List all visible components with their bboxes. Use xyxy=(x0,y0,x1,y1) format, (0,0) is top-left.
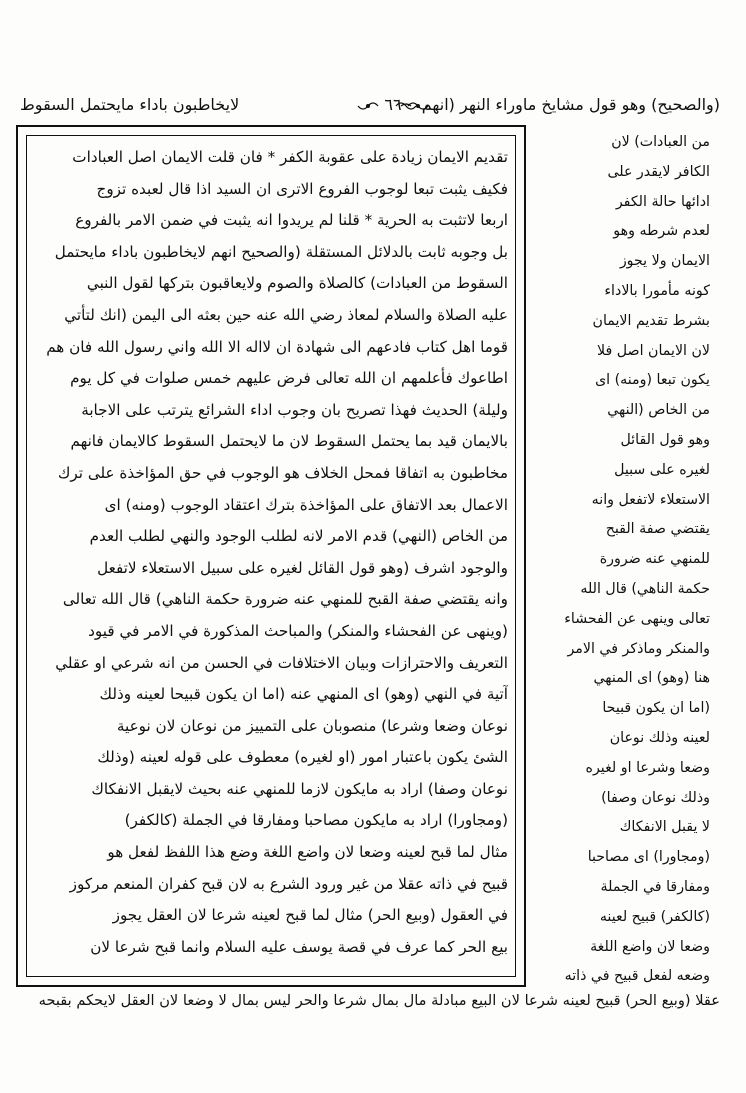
margin-line: من الخاص (النهي xyxy=(607,402,710,419)
main-text-line: بل وجوبه ثابت بالدلائل المستقلة (والصحيح انهم لايخاطبون باداء مايحتمل xyxy=(54,242,508,261)
margin-line: لا يقبل الانفكاك xyxy=(619,819,710,836)
margin-line: وضعا وشرعا او لغيره xyxy=(585,759,710,776)
main-text-line: نوعان وضعا وشرعا) منصوبان على التمييز من نوعان لان نوعية xyxy=(116,716,508,735)
margin-line: الاستعلاء لاتفعل وانه xyxy=(591,491,710,508)
main-text-line: من الخاص (النهي) قدم الامر لانه لطلب الوجود والنهي لطلب العدم xyxy=(89,527,508,546)
footer-commentary-line: عقلا (وبيع الحر) قبيح لعينه شرعا لان البيع مبادلة مال بمال شرعا والحر ليس بمال لا وضعا لان العقل لايحكم بقبحه xyxy=(38,992,720,1009)
margin-line: تعالى وينهى عن الفحشاء xyxy=(564,610,710,627)
margin-line: (ومجاورا) اى مصاحبا xyxy=(587,849,710,866)
margin-line: وهو قول القائل xyxy=(620,431,710,448)
main-text-line: فكيف يثبت تبعا لوجوب الفروع الاترى ان السيد اذا قال لعبده تزوج xyxy=(96,179,508,198)
main-text-line: والوجود اشرف (وهو قول القائل لغيره على سبيل الاستعلاء لاتفعل xyxy=(97,558,508,577)
margin-line: الكافر لايقدر على xyxy=(607,163,710,180)
main-text-line: تقديم الايمان زيادة على عقوبة الكفر * فان قلت الايمان اصل العبادات xyxy=(72,148,508,166)
main-text-line: قوما اهل كتاب فادعهم الى شهادة ان لااله الا الله واني رسول الله فان هم xyxy=(46,337,508,356)
main-text-line: وانه يقتضي صفة القبح للمنهي عنه ضرورة حكمة الناهي) قال الله تعالى xyxy=(62,590,508,609)
main-text-line: وليلة) الحديث فهذا تصريح بان وجوب اداء الشرائع يترتب على الاجابة xyxy=(81,400,508,419)
margin-line: (كالكفر) قبيح لعينه xyxy=(599,908,710,925)
main-text-line: نوعان وصفا) اراد به مايكون لازما للمنهي عنه بحيث لايقبل الانفكاك xyxy=(91,779,508,798)
main-text-line: مثال لما قبح لعينه وضعا لان واضع اللغة وضع هذا اللفظ لفعل هو xyxy=(107,843,508,862)
margin-line: وذلك نوعان وصفا) xyxy=(601,789,710,806)
page-number-text: ٦٦ xyxy=(384,95,402,114)
margin-commentary xyxy=(534,128,710,992)
margin-line: الايمان ولا يجوز xyxy=(619,253,710,270)
main-text-line: اطاعوك فأعلمهم ان الله تعالى فرض عليهم خمس صلوات في كل يوم xyxy=(70,369,508,388)
main-text-line: الشئ يكون باعتبار امور (او لغيره) معطوف على قوله لعينه (وذلك xyxy=(97,748,508,767)
running-title-left: لايخاطبون باداء مايحتمل السقوط xyxy=(20,95,240,114)
margin-line: لان الايمان اصل فلا xyxy=(597,342,710,359)
margin-line: لعدم شرطه وهو xyxy=(613,223,710,240)
margin-line: لغيره على سبيل xyxy=(614,461,710,478)
margin-line: بشرط تقديم الايمان xyxy=(592,312,710,329)
margin-line: كونه مأمورا بالاداء xyxy=(604,282,710,299)
main-text-line: آتية في النهي (وهو) اى المنهي عنه (اما ان يكون قبيحا لعينه وذلك xyxy=(99,685,508,704)
margin-line: ومفارقا في الجملة xyxy=(600,878,710,895)
main-text-line: الاعمال بعد الاتفاق على المؤاخذة بترك اعتقاد الوجوب (ومنه) اى xyxy=(104,495,508,514)
page-number-ornament-right-icon xyxy=(407,100,429,112)
margin-line: (اما ان يكون قبيحا xyxy=(602,700,710,717)
running-title-right-text: (والصحيح) وهو قول مشايخ ماوراء النهر (انهم xyxy=(421,95,720,114)
page-number xyxy=(348,88,438,122)
margin-line: هنا (وهو) اى المنهي xyxy=(593,670,710,687)
main-text-line: قبيح في ذاته عقلا من غير ورود الشرع به لان قبح كفران المنعم مركوز xyxy=(69,874,508,893)
running-title-right xyxy=(395,88,720,122)
main-text-line: بالايمان قيد بما يحتمل السقوط لان ما لايحتمل السقوط كالايمان فانهم xyxy=(70,432,508,451)
main-text-line: في العقول (وبيع الحر) مثال لما قبح لعينه شرعا لان العقل يجوز xyxy=(112,906,508,925)
running-header xyxy=(20,88,720,122)
main-text-line: اربعا لاتثبت به الحرية * قلنا لم يريدوا انه يثبت في ضمن الامر بالفروع xyxy=(75,211,508,230)
margin-line: يكون تبعا (ومنه) اى xyxy=(595,372,710,389)
margin-line: للمنهي عنه ضرورة xyxy=(599,551,710,568)
main-text-line: السقوط من العبادات) كالصلاة والصوم ولايعاقبون بتركها لقول النبي xyxy=(86,274,508,293)
main-text-line: (وينهى عن الفحشاء والمنكر) والمباحث المذكورة في الامر في قيود xyxy=(88,621,508,640)
main-text-line: مخاطبون به اتفاقا فمحل الخلاف هو الوجوب في حق المؤاخذة على ترك xyxy=(57,463,508,482)
margin-line: يقتضي صفة القبح xyxy=(605,521,710,538)
main-text-line: عليه الصلاة والسلام لمعاذ رضي الله عنه حين بعثه الى اليمن (انك لتأتي xyxy=(64,305,508,324)
main-text-line: بيع الحر كما عرف في قصة يوسف عليه السلام وانما قبح شرعا لان xyxy=(90,937,508,956)
margin-line: وضعه لفعل قبيح في ذاته xyxy=(564,968,710,985)
margin-line: من العبادات) لان xyxy=(611,134,710,150)
main-text-line: (ومجاورا) اراد به مايكون مصاحبا ومفارقا في الجملة (كالكفر) xyxy=(124,811,508,830)
margin-line: حكمة الناهي) قال الله xyxy=(580,580,710,597)
main-text-line: التعريف والاحترازات وبيان الاختلافات في الحسن من انه شرعي او عقلي xyxy=(55,653,508,672)
margin-line: ادائها حالة الكفر xyxy=(615,193,710,210)
margin-line: لعينه وذلك نوعان xyxy=(609,729,710,746)
margin-line: وضعا لان واضع اللغة xyxy=(590,938,710,955)
main-text-block xyxy=(34,142,508,963)
page-number-ornament-left-icon xyxy=(357,100,379,112)
margin-line: والمنكر وماذكر في الامر xyxy=(567,640,710,657)
